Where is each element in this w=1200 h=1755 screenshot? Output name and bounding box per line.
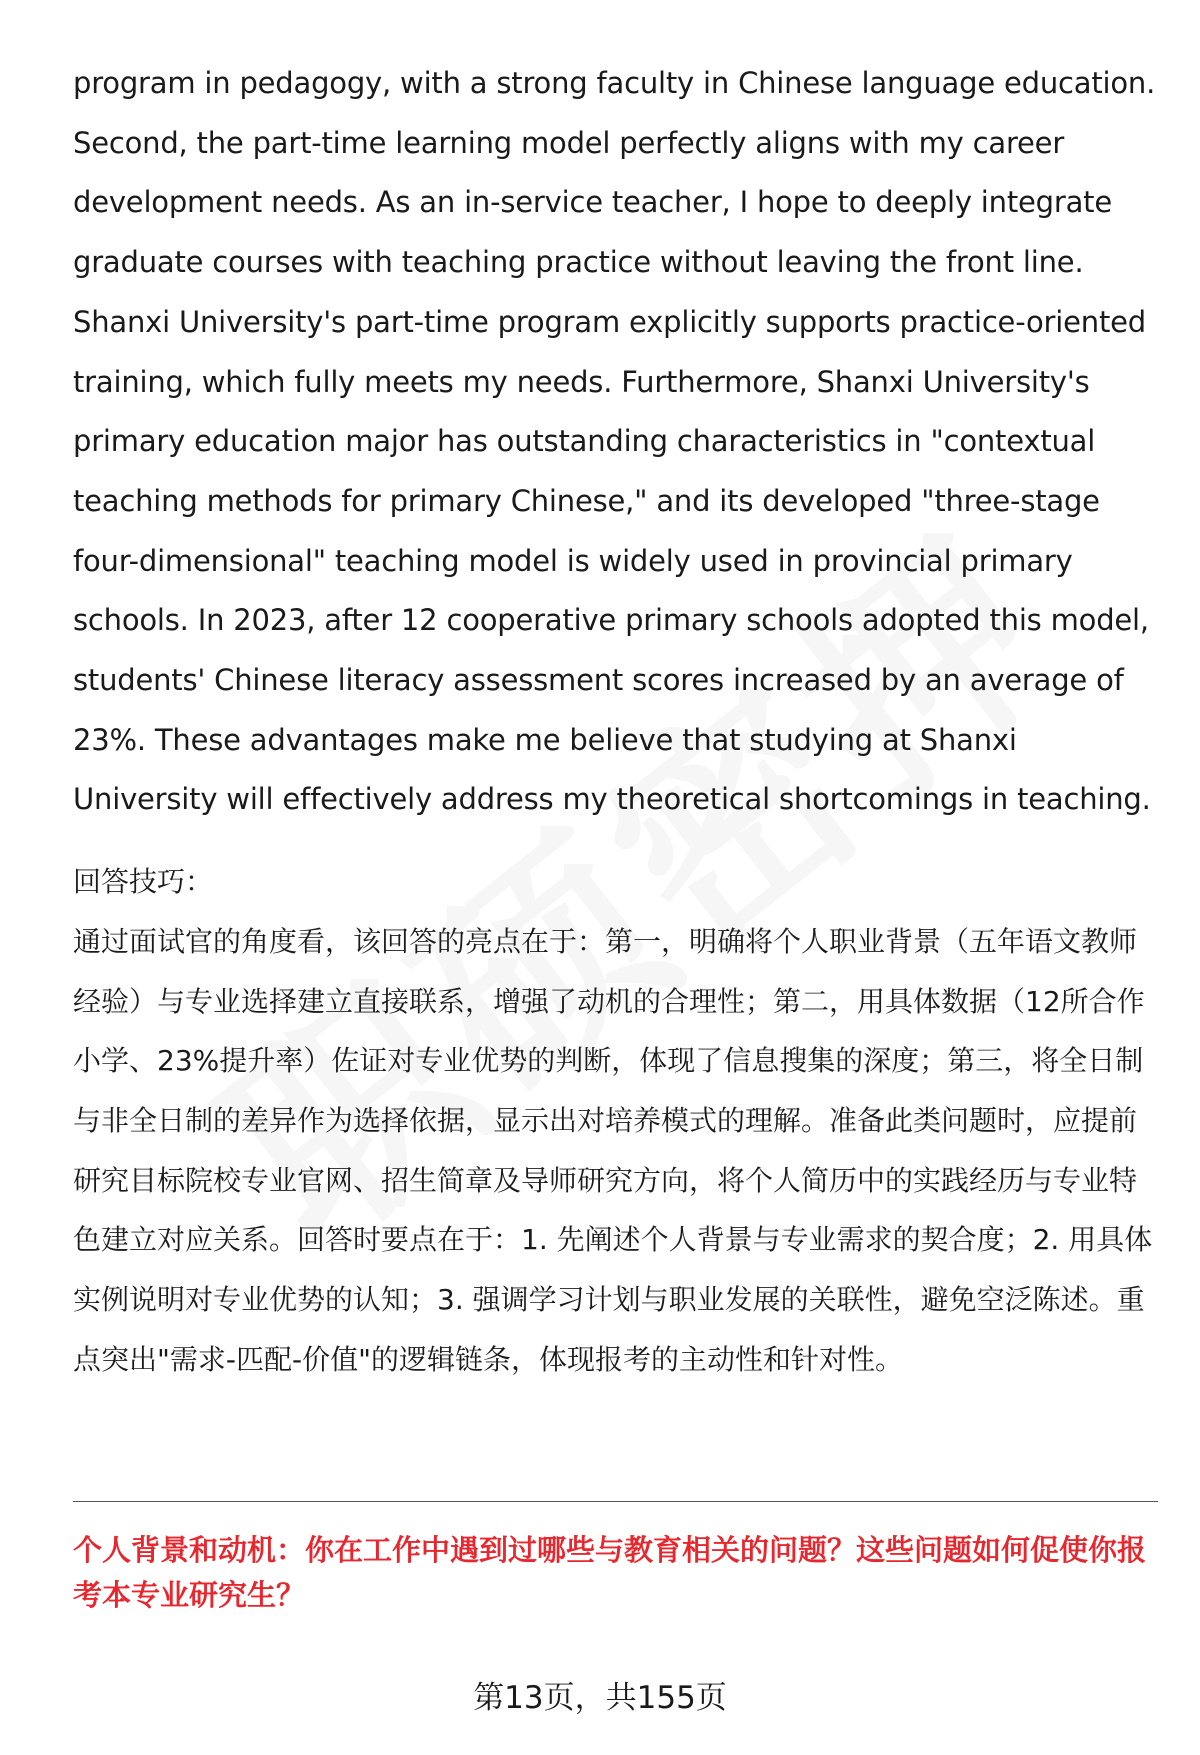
tips-body: 通过面试官的角度看，该回答的亮点在于：第一，明确将个人职业背景（五年语文教师经验）与专业选择建立直接联系，增强了动机的合理性；第二，用具体数据（12所合作小学、23%提升率）佐证对专业优势的判断，体现了信息搜集的深度；第三，将全日制与非全日制的差异作为选择依据，显示出对培养模式的理解。准备此类问题时，应提前研究目标院校专业官网、招生简章及导师研究方向，将个人简历中的实践经历与专业特色建立对应关系。回答时要点在于：1. 先阐述个人背景与专业需求的契合度；2. 用具体实例说明对专业优势的认知；3. 强调学习计划与职业发展的关联性，避免空泛陈述。重点突出"需求-匹配-价值"的逻辑链条，体现报考的主动性和针对性。: [73, 924, 1153, 1376]
tips-heading: 回答技巧：: [73, 865, 214, 899]
next-question-heading: 个人背景和动机：你在工作中遇到过哪些与教育相关的问题？这些问题如何促使你报考本专业研究生？: [73, 1533, 1147, 1612]
page-footer: 第13页，共155页: [473, 1680, 727, 1716]
section-divider: [73, 1501, 1158, 1502]
page-content: [73, 54, 1158, 1389]
answer-paragraph: program in pedagogy, with a strong faculty in Chinese language education. Second, the part-time learning model perfectly aligns with my career development needs. As an in-service teacher, I hope to deeply integrate graduate courses with teaching practice without leaving the front line. Shanxi University's part-time program explicitly supports practice-oriented training, which fully meets my needs. Furthermore, Shanxi University's primary education major has outstanding characteristics in "contextual teaching methods for primary Chinese," and its developed "three-stage four-dimensional" teaching model is widely used in provincial primary schools. In 2023, after 12 cooperative primary schools adopted this model, students' Chinese literacy assessment scores increased by an average of 23%. These advantages make me believe that studying at Shanxi University will effectively address my theoretical shortcomings in teaching.: [73, 66, 1156, 817]
